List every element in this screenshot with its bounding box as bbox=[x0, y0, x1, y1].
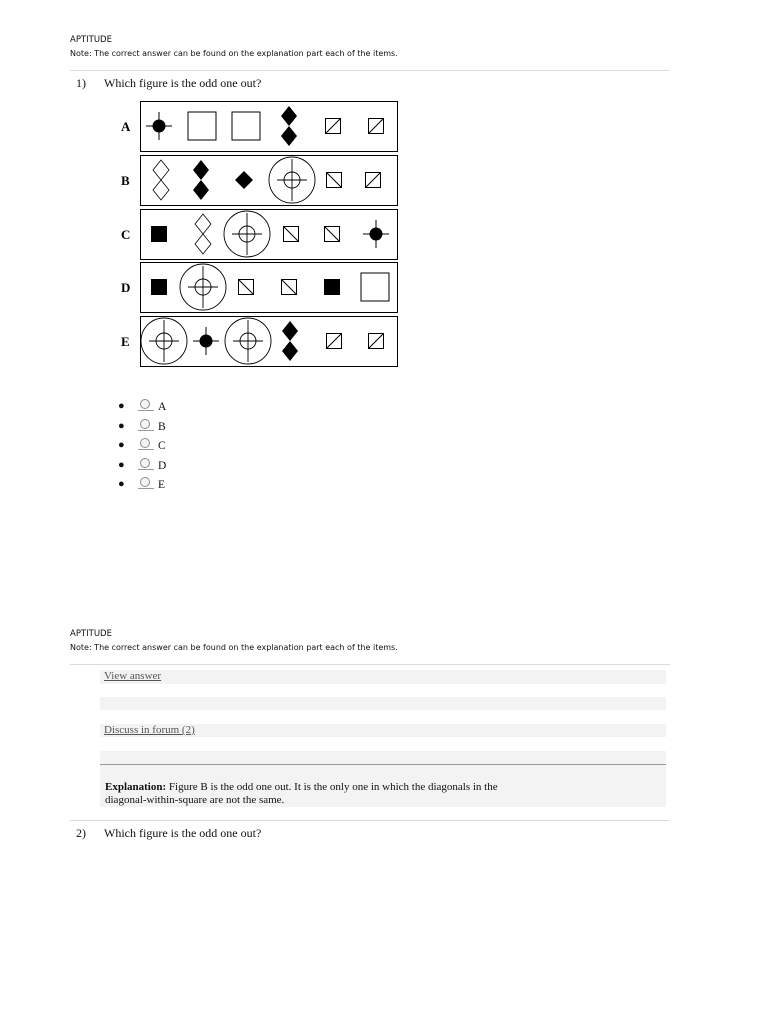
view-answer-row bbox=[100, 670, 666, 684]
diamond-icon bbox=[235, 171, 253, 189]
explanation bbox=[105, 781, 535, 807]
filled-square-icon bbox=[151, 279, 167, 295]
filled-square-icon bbox=[151, 226, 167, 242]
diagonal-square-icon bbox=[282, 280, 297, 295]
cross-dot-icon bbox=[193, 327, 219, 355]
diagonal-square-icon bbox=[327, 173, 342, 188]
divider bbox=[138, 488, 154, 489]
diagonal-square-icon bbox=[366, 173, 381, 188]
bullet-icon: ● bbox=[118, 458, 125, 471]
explanation-box bbox=[100, 764, 666, 807]
row-label-b: B bbox=[121, 173, 130, 188]
target-icon bbox=[224, 211, 270, 257]
discuss-forum-link[interactable]: Discuss in forum (2) bbox=[104, 724, 195, 736]
filled-square-icon bbox=[324, 279, 340, 295]
row-label-d: D bbox=[121, 280, 131, 295]
cross-dot-icon bbox=[363, 220, 389, 248]
section-note: Note: The correct answer can be found on the explanation part each of the items. bbox=[70, 49, 398, 58]
diagonal-square-icon bbox=[325, 227, 340, 242]
target-icon bbox=[225, 318, 271, 364]
radio-button[interactable] bbox=[140, 477, 150, 487]
radio-button[interactable] bbox=[140, 458, 150, 468]
section-header bbox=[70, 34, 398, 60]
question-text: Which figure is the odd one out? bbox=[104, 76, 262, 90]
row-label-a: A bbox=[121, 119, 131, 134]
diagonal-square-icon bbox=[239, 280, 254, 295]
section-note: Note: The correct answer can be found on the explanation part each of the items. bbox=[70, 643, 398, 652]
explanation-label: Explanation: bbox=[105, 781, 167, 793]
row-label-e: E bbox=[121, 334, 130, 349]
square-icon bbox=[188, 112, 216, 140]
double-diamond-outline-icon bbox=[153, 160, 169, 200]
double-diamond-icon bbox=[281, 106, 297, 146]
row-label-c: C bbox=[121, 227, 131, 242]
radio-button[interactable] bbox=[140, 419, 150, 429]
radio-button[interactable] bbox=[140, 438, 150, 448]
divider bbox=[138, 430, 154, 431]
section-title: APTITUDE bbox=[70, 629, 112, 639]
section-title: APTITUDE bbox=[70, 35, 112, 45]
divider bbox=[138, 469, 154, 470]
double-diamond-icon bbox=[193, 160, 209, 200]
diagonal-square-icon bbox=[284, 227, 299, 242]
target-icon bbox=[141, 318, 187, 364]
square-icon bbox=[361, 273, 389, 301]
question-number: 1) bbox=[76, 76, 86, 90]
question-text: Which figure is the odd one out? bbox=[104, 826, 262, 840]
diagonal-square-icon bbox=[326, 119, 341, 134]
spacer-row bbox=[100, 697, 666, 710]
bullet-icon: ● bbox=[118, 478, 125, 490]
diagonal-square-icon bbox=[369, 334, 384, 349]
option-label: E bbox=[158, 479, 166, 491]
divider bbox=[138, 449, 154, 450]
option-label: A bbox=[158, 401, 167, 413]
figure-row-c-frame bbox=[141, 210, 398, 260]
double-diamond-outline-icon bbox=[195, 214, 211, 254]
bullet-icon: ● bbox=[118, 400, 125, 412]
figure-row-d-frame bbox=[141, 263, 398, 313]
target-icon bbox=[180, 264, 226, 310]
divider bbox=[70, 820, 670, 821]
figure-row-a-frame bbox=[141, 102, 398, 152]
explanation-text: Figure B is the odd one out. It is the only one in which the diagonals in the diagonal-within-square are not the same. bbox=[105, 781, 498, 806]
double-diamond-icon bbox=[282, 321, 298, 361]
radio-button[interactable] bbox=[140, 399, 150, 409]
square-icon bbox=[232, 112, 260, 140]
odd-one-out-figure bbox=[100, 97, 400, 369]
section-header bbox=[70, 628, 398, 654]
diagonal-square-icon bbox=[369, 119, 384, 134]
divider bbox=[70, 664, 670, 665]
divider bbox=[138, 410, 154, 411]
diagonal-square-icon bbox=[327, 334, 342, 349]
view-answer-link[interactable]: View answer bbox=[104, 670, 162, 682]
option-label: D bbox=[158, 459, 167, 472]
divider bbox=[70, 70, 670, 71]
bullet-icon: ● bbox=[118, 419, 125, 432]
option-label: C bbox=[158, 440, 166, 452]
target-icon bbox=[269, 157, 315, 203]
bullet-icon: ● bbox=[118, 439, 125, 451]
question-number: 2) bbox=[76, 826, 86, 840]
spacer-row bbox=[100, 751, 666, 764]
option-label: B bbox=[158, 420, 166, 433]
cross-dot-icon bbox=[146, 112, 172, 140]
